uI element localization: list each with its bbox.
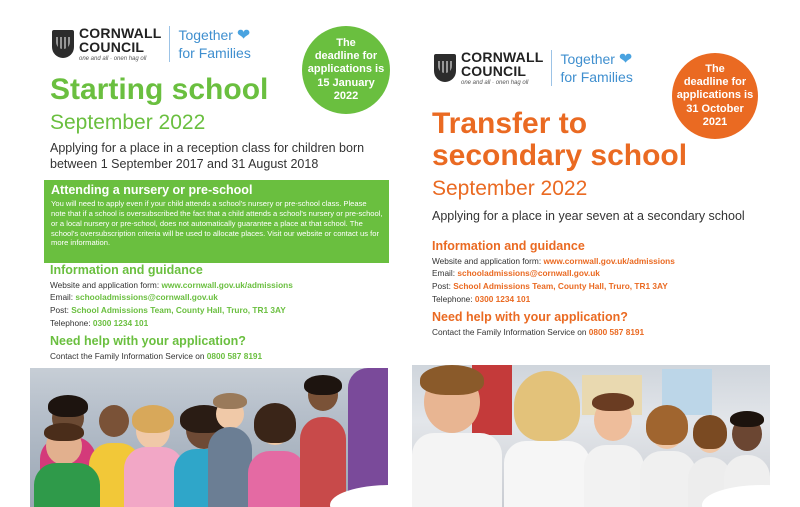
info-heading: Information and guidance	[432, 239, 585, 253]
nursery-body: You will need to apply even if your child attends a school's nursery or pre-school class. Please note that if a school is oversubscribed the fact that a child attends a school's nursery or pre-school, or a local nursery or pre-school, does not automatically guarantee a place at that school. The school's oversubscription criteria will be used to allocate places. Visit our website or contact us for more information.	[51, 199, 383, 248]
page-title: Starting school	[50, 73, 269, 106]
council-tagline: one and all · onen hag oll	[79, 56, 147, 62]
cornwall-council-logo	[434, 50, 633, 86]
students-classroom-photo	[412, 365, 770, 507]
council-name-line1: CORNWALL	[461, 49, 544, 65]
postal-address: School Admissions Team, County Hall, Truro, TR1 3AY	[453, 281, 668, 292]
information-section: Information and guidance Website and application form: www.cornwall.gov.uk/admissions Email: schooladmissions@cornwall.gov.uk Post: School Admissions Team, County Hall, Truro, TR1 3AY Telephone: 0300 1234 101 Need help with your application? Contact the Family Information Service on 0800 587 8191	[50, 263, 394, 363]
heart-icon: ❤	[618, 50, 633, 68]
help-heading: Need help with your application?	[432, 310, 628, 325]
council-crest-icon	[52, 30, 74, 58]
information-section: Information and guidance Website and application form: www.cornwall.gov.uk/admissions Email: schooladmissions@cornwall.gov.uk Post: School Admissions Team, County Hall, Truro, TR1 3AY Telephone: 0300 1234 101 Need help with your application? Contact the Family Information Service on 0800 587 8191	[432, 239, 777, 339]
together-for-families-logo: Together ❤ for Families	[560, 50, 633, 86]
info-heading: Information and guidance	[50, 263, 203, 277]
telephone-number[interactable]: 0300 1234 101	[474, 294, 531, 305]
deadline-badge: The deadline for applications is 15 January 2022	[302, 26, 390, 114]
transfer-secondary-leaflet	[410, 0, 782, 507]
fis-telephone[interactable]: 0800 587 8191	[206, 350, 263, 361]
page-subtitle: September 2022	[50, 111, 206, 134]
together-for-families-logo: Together ❤ for Families	[178, 26, 251, 62]
help-heading: Need help with your application?	[50, 334, 246, 349]
children-classroom-photo	[30, 368, 388, 507]
logo-divider	[169, 26, 170, 62]
logo-divider	[551, 50, 552, 86]
fis-telephone[interactable]: 0800 587 8191	[588, 326, 645, 337]
email-link[interactable]: schooladmissions@cornwall.gov.uk	[457, 268, 600, 279]
council-name-line1: CORNWALL	[79, 25, 162, 41]
telephone-number[interactable]: 0300 1234 101	[92, 318, 149, 329]
page-title: Transfer to secondary school	[432, 107, 688, 172]
page-subtitle: September 2022	[432, 177, 588, 200]
website-link[interactable]: www.cornwall.gov.uk/admissions	[161, 279, 293, 290]
email-link[interactable]: schooladmissions@cornwall.gov.uk	[75, 292, 218, 303]
council-name-line2: COUNCIL	[79, 39, 145, 55]
nursery-notice-box	[44, 180, 389, 263]
website-link[interactable]: www.cornwall.gov.uk/admissions	[543, 255, 675, 266]
intro-text: Applying for a place in a reception class for children born between 1 September 2017 and 31 August 2018	[50, 141, 365, 171]
cornwall-council-logo	[52, 26, 251, 62]
nursery-heading: Attending a nursery or pre-school	[51, 183, 253, 197]
heart-icon: ❤	[236, 26, 251, 44]
council-tagline: one and all · onen hag oll	[461, 80, 529, 86]
postal-address: School Admissions Team, County Hall, Truro, TR1 3AY	[71, 305, 286, 316]
intro-text: Applying for a place in year seven at a secondary school	[432, 209, 745, 223]
deadline-badge: The deadline for applications is 31 October 2021	[672, 53, 758, 139]
council-crest-icon	[434, 54, 456, 82]
starting-school-leaflet	[22, 0, 394, 507]
council-name-line2: COUNCIL	[461, 63, 527, 79]
